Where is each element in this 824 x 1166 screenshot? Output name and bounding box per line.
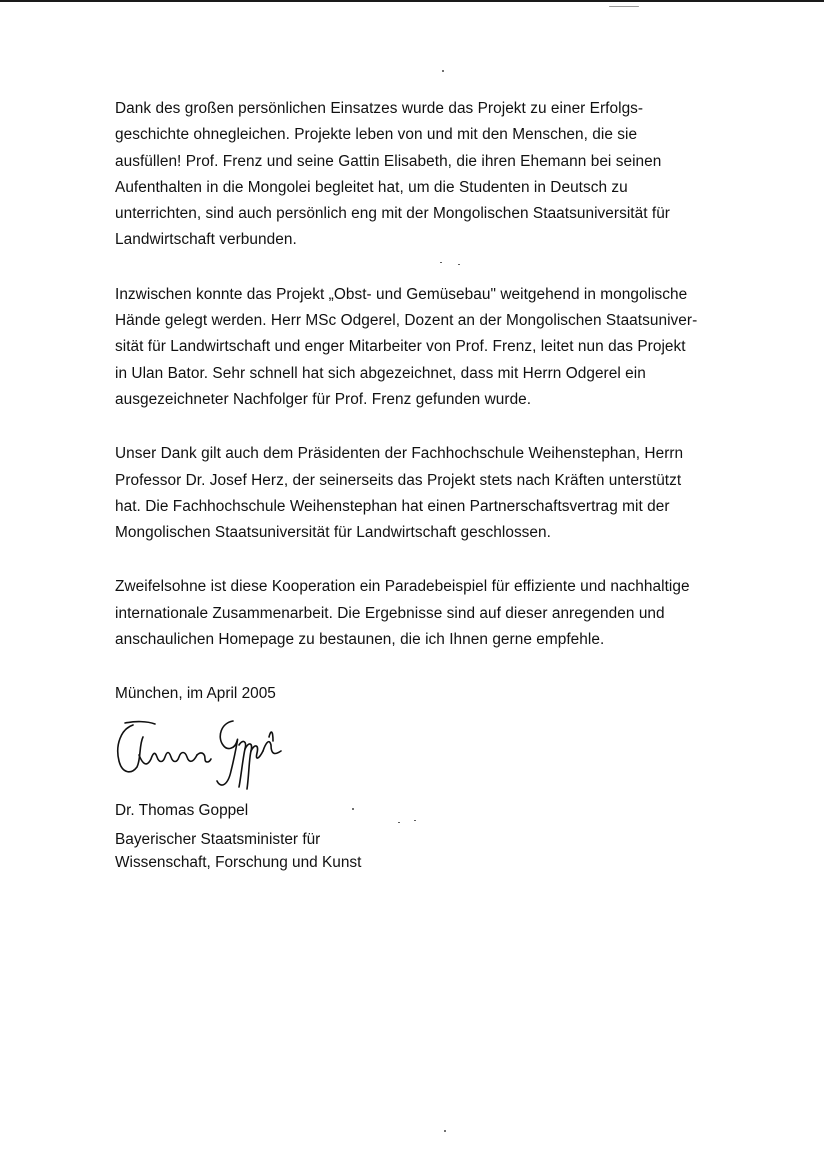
text-line: internationale Zusammenarbeit. Die Ergebnisse sind auf dieser anregenden und [115, 604, 665, 622]
text-line: Unser Dank gilt auch dem Präsidenten der Fachhochschule Weihenstephan, Herrn [115, 445, 684, 463]
signer-title-line: Wissenschaft, Forschung und Kunst [115, 854, 362, 872]
text-line: hat. Die Fachhochschule Weihenstephan hat einen Partnerschaftsvertrag mit der [115, 497, 670, 515]
text-line: Inzwischen konnte das Projekt „Obst- und Gemüsebau" weitgehend in mongolische [115, 285, 688, 303]
paragraph-2 [115, 282, 727, 413]
paragraph-3 [115, 441, 727, 546]
text-line: Dank des großen persönlichen Einsatzes wurde das Projekt zu einer Erfolgs- [115, 100, 644, 117]
text-line: in Ulan Bator. Sehr schnell hat sich abgezeichnet, dass mit Herrn Odgerel ein [115, 364, 646, 382]
signer-name: Dr. Thomas Goppel [115, 802, 249, 820]
handwritten-signature [115, 715, 295, 799]
letter-body [115, 96, 727, 874]
scan-top-edge [0, 0, 824, 2]
text-line: Mongolischen Staatsuniversität für Landwirtschaft geschlossen. [115, 524, 551, 542]
text-line: Professor Dr. Josef Herz, der seinerseits das Projekt stets nach Kräften unterstützt [115, 471, 682, 489]
scan-speck [444, 1130, 446, 1132]
text-line: Zweifelsohne ist diese Kooperation ein Paradebeispiel für effiziente und nachhaltige [115, 578, 690, 596]
text-line: ausfüllen! Prof. Frenz und seine Gattin Elisabeth, die ihren Ehemann bei seinen [115, 152, 662, 170]
text-line: Hände gelegt werden. Herr MSc Odgerel, Dozent an der Mongolischen Staatsuniver- [115, 312, 698, 330]
text-line: anschaulichen Homepage zu bestaunen, die ich Ihnen gerne empfehle. [115, 631, 605, 649]
text-line: ausgezeichneter Nachfolger für Prof. Frenz gefunden wurde. [115, 390, 532, 408]
paragraph-1 [115, 96, 727, 254]
paragraph-4 [115, 574, 727, 653]
text-line: sität für Landwirtschaft und enger Mitarbeiter von Prof. Frenz, leitet nun das Projekt [115, 338, 686, 356]
place-date: München, im April 2005 [115, 685, 276, 703]
signature-drawing [113, 715, 293, 799]
text-line: Aufenthalten in die Mongolei begleitet hat, um die Studenten in Deutsch zu [115, 178, 628, 196]
signer-title-line: Bayerischer Staatsminister für [115, 831, 321, 849]
text-line: Landwirtschaft verbunden. [115, 231, 297, 249]
text-line: unterrichten, sind auch persönlich eng mit der Mongolischen Staatsuniversität für [115, 205, 670, 223]
text-line: geschichte ohnegleichen. Projekte leben von und mit den Menschen, die sie [115, 126, 638, 144]
scan-speck [609, 6, 639, 7]
scan-speck [442, 70, 444, 72]
